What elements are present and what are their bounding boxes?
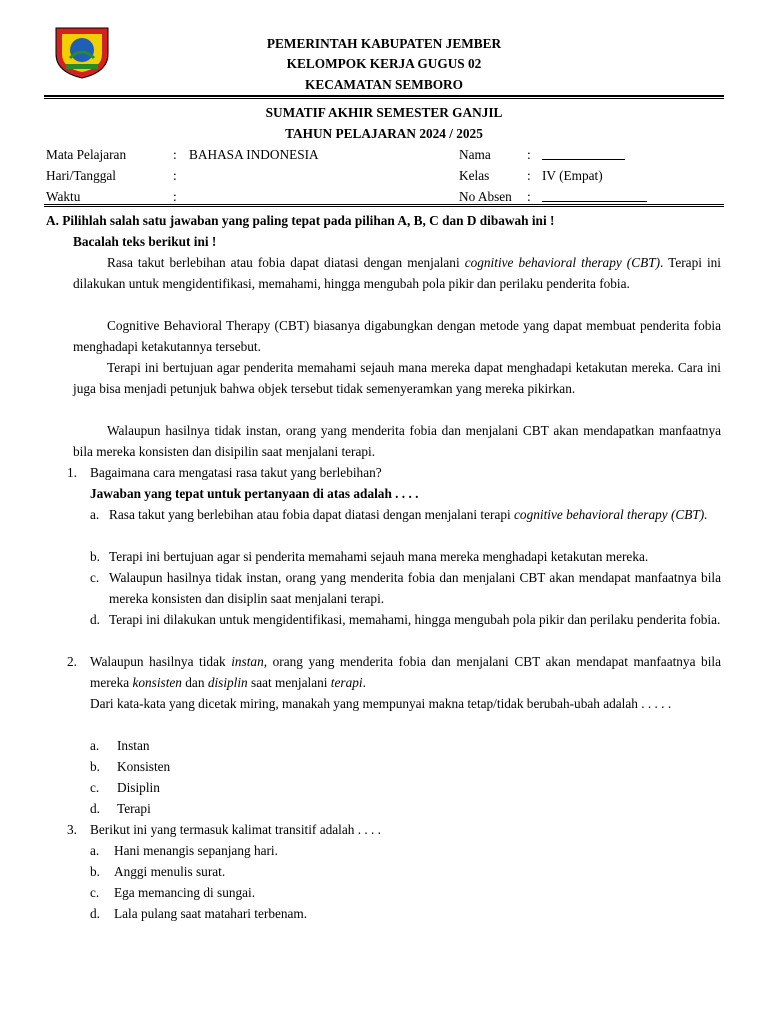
q2-option-c[interactable]: Disiplin bbox=[117, 780, 160, 795]
q3-text: Berikut ini yang termasuk kalimat transitif adalah . . . . bbox=[90, 822, 381, 837]
subject-label: Mata Pelajaran bbox=[46, 147, 127, 162]
q1-option-b-letter[interactable]: b. bbox=[90, 549, 100, 564]
q2-option-d[interactable]: Terapi bbox=[117, 801, 151, 816]
section-instruction: A. Pilihlah salah satu jawaban yang paling tepat pada pilihan A, B, C dan D dibawah ini ! bbox=[46, 213, 555, 228]
q1-option-d[interactable]: Terapi ini dilakukan untuk mengidentifikasi, memahami, hingga mengubah pola pikir dan perilaku penderita fobia. bbox=[109, 612, 721, 627]
q2-number: 2. bbox=[67, 654, 77, 669]
q2-option-a[interactable]: Instan bbox=[117, 738, 150, 753]
q3-option-d[interactable]: Lala pulang saat matahari terbenam. bbox=[114, 906, 308, 921]
q1-option-c[interactable]: Walaupun hasilnya tidak instan, orang yang menderita fobia dan menjalani CBT akan mendapat manfaatnya bila mereka konsisten dan disiplin saat menjalani terapi. bbox=[109, 570, 721, 606]
q3-option-a[interactable]: Hani menangis sepanjang hari. bbox=[114, 843, 278, 858]
passage-paragraph-4: Walaupun hasilnya tidak instan, orang yang menderita fobia dan menjalani CBT akan mendapatkan manfaatnya bila mereka konsisten dan disipilin saat menjalani terapi. bbox=[73, 423, 721, 459]
q3-option-b-letter[interactable]: b. bbox=[90, 864, 100, 879]
subject-colon: : bbox=[173, 147, 177, 162]
q3-option-d-letter[interactable]: d. bbox=[90, 906, 100, 921]
header-government: PEMERINTAH KABUPATEN JEMBER bbox=[266, 36, 502, 51]
class-value: IV (Empat) bbox=[542, 168, 603, 183]
absen-colon: : bbox=[527, 189, 531, 204]
q3-option-b[interactable]: Anggi menulis surat. bbox=[114, 864, 226, 879]
q2-option-d-letter[interactable]: d. bbox=[90, 801, 100, 816]
q1-option-a[interactable]: Rasa takut yang berlebihan atau fobia dapat diatasi dengan menjalani terapi cognitive behavioral therapy (CBT). bbox=[109, 507, 708, 522]
passage-paragraph-3: Terapi ini bertujuan agar penderita memahami sejauh mana mereka dapat menghadapi ketakutan mereka. Cara ini juga bisa menjadi petunjuk bahwa objek tersebut tidak semenyeramkan yang mereka pikirkan. bbox=[73, 360, 721, 396]
header-working-group: KELOMPOK KERJA GUGUS 02 bbox=[286, 56, 482, 71]
q2-option-b[interactable]: Konsisten bbox=[117, 759, 171, 774]
passage-paragraph-2: Cognitive Behavioral Therapy (CBT) biasanya digabungkan dengan metode yang dapat membuat penderita fobia menghadapi ketakutannya tersebut. bbox=[73, 318, 721, 354]
q2-option-b-letter[interactable]: b. bbox=[90, 759, 100, 774]
q2-option-c-letter[interactable]: c. bbox=[90, 780, 100, 795]
q1-option-b[interactable]: Terapi ini bertujuan agar si penderita memahami sejauh mana mereka menghadapi ketakutan mereka. bbox=[109, 549, 649, 564]
q3-option-a-letter[interactable]: a. bbox=[90, 843, 100, 858]
time-colon: : bbox=[173, 189, 177, 204]
q1-option-d-letter[interactable]: d. bbox=[90, 612, 100, 627]
q3-option-c-letter[interactable]: c. bbox=[90, 885, 100, 900]
class-colon: : bbox=[527, 168, 531, 183]
name-colon: : bbox=[527, 147, 531, 162]
subject-value: BAHASA INDONESIA bbox=[189, 147, 319, 162]
q2-option-a-letter[interactable]: a. bbox=[90, 738, 100, 753]
q1-prompt: Jawaban yang tepat untuk pertanyaan di atas adalah . . . . bbox=[90, 486, 419, 501]
class-label: Kelas bbox=[459, 168, 490, 183]
q2-text: Walaupun hasilnya tidak instan, orang yang menderita fobia dan menjalani CBT akan mendapat manfaatnya bila mereka konsisten dan disiplin saat menjalani terapi. bbox=[90, 654, 721, 690]
q1-option-c-letter[interactable]: c. bbox=[90, 570, 100, 585]
name-field[interactable] bbox=[542, 147, 625, 164]
name-label: Nama bbox=[459, 147, 491, 162]
date-colon: : bbox=[173, 168, 177, 183]
q3-number: 3. bbox=[67, 822, 77, 837]
read-instruction: Bacalah teks berikut ini ! bbox=[73, 234, 217, 249]
header-district: KECAMATAN SEMBORO bbox=[305, 77, 463, 92]
header-divider-thin bbox=[44, 98, 724, 99]
q1-number: 1. bbox=[67, 465, 77, 480]
time-label: Waktu bbox=[46, 189, 81, 204]
header-divider-thick bbox=[44, 95, 724, 97]
identity-divider-bottom bbox=[44, 206, 724, 207]
q2-prompt: Dari kata-kata yang dicetak miring, manakah yang mempunyai makna tetap/tidak berubah-ubah adalah . . . . . bbox=[90, 696, 672, 711]
passage-paragraph-1: Rasa takut berlebihan atau fobia dapat diatasi dengan menjalani cognitive behavioral therapy (CBT). Terapi ini dilakukan untuk mengidentifikasi, memahami, hingga mengubah pola pikir dan perilaku penderita fobia. bbox=[73, 255, 721, 291]
q3-option-c[interactable]: Ega memancing di sungai. bbox=[114, 885, 256, 900]
date-label: Hari/Tanggal bbox=[46, 168, 116, 183]
absen-label: No Absen bbox=[459, 189, 512, 204]
identity-divider-top bbox=[44, 204, 724, 205]
q1-option-a-letter[interactable]: a. bbox=[90, 507, 100, 522]
q1-text: Bagaimana cara mengatasi rasa takut yang berlebihan? bbox=[90, 465, 382, 480]
exam-title: SUMATIF AKHIR SEMESTER GANJIL bbox=[265, 105, 503, 120]
school-year: TAHUN PELAJARAN 2024 / 2025 bbox=[285, 126, 483, 141]
